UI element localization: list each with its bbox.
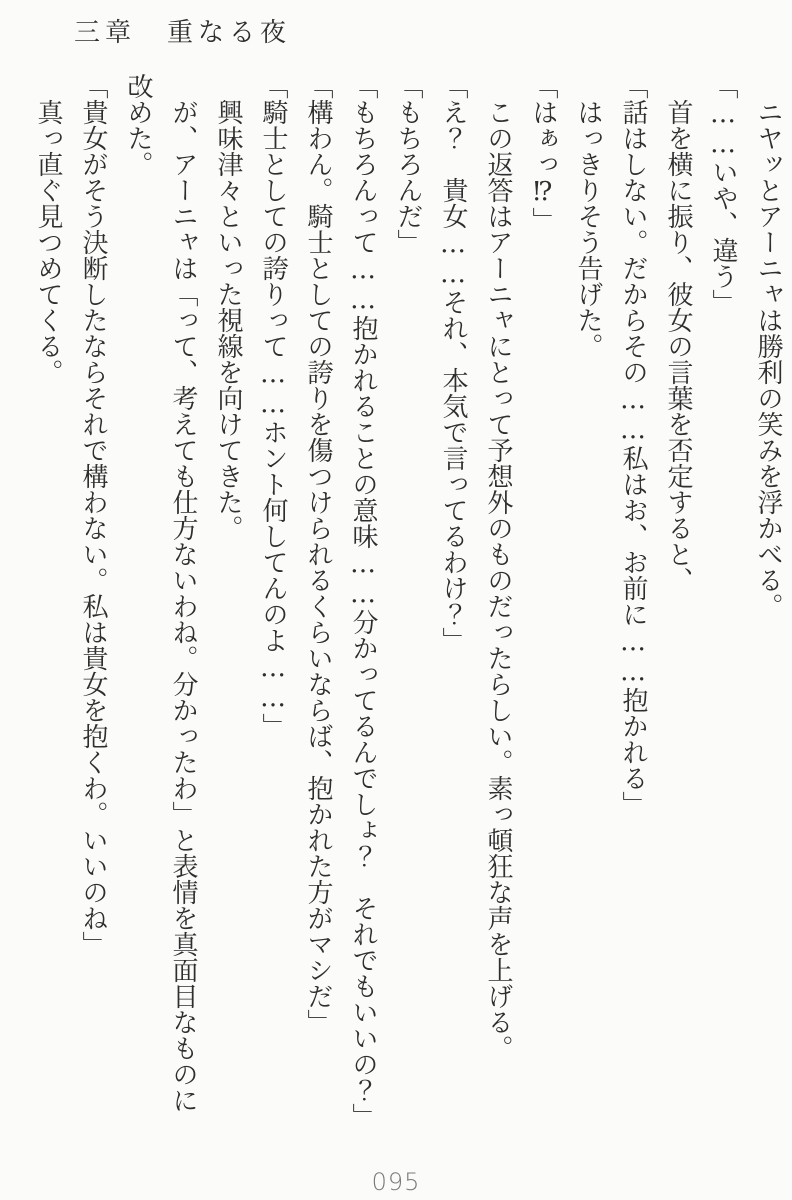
text-line: この返答はアーニャにとって予想外のものだったらしい。素っ頓狂な声を上げる。 (483, 99, 513, 1061)
text-line: が、アーニャは「って、考えても仕方ないわね。分かったわ」と表情を真面目なものに改めた。 (123, 73, 198, 1113)
text-line: 「構わん。騎士としての誇りを傷つけられるくらいならば、抱かれた方がマシだ」 (303, 73, 333, 1035)
text-line: 「騎士としての誇りって……ホント何してんのよ……」 (258, 73, 288, 739)
text-line: 「……いや、違う」 (708, 73, 738, 315)
text-line: 真っ直ぐ見つめてくる。 (33, 99, 63, 385)
text-line: 「もちろんだ」 (393, 73, 423, 255)
text-line: 「貴女がそう決断したならそれで構わない。私は貴女を抱くわ。いいのね」 (78, 73, 108, 957)
text-line: 「もちろんって……抱かれることの意味……分かってるんでしょ？ それでもいいの？」 (348, 73, 378, 1129)
chapter-header: 三章 重なる夜 (74, 18, 292, 48)
text-line: 「え？ 貴女……それ、本気で言ってるわけ？」 (438, 73, 468, 653)
text-line: 興味津々といった視線を向けてきた。 (213, 99, 243, 541)
text-line: 「はぁっ⁉」 (528, 73, 558, 233)
text-line: ニヤッとアーニャは勝利の笑みを浮かべる。 (753, 99, 783, 619)
body-text (22, 73, 790, 1129)
text-line: はっきりそう告げた。 (573, 99, 603, 359)
text-line: 首を横に振り、彼女の言葉を否定すると、 (663, 99, 693, 593)
text-line: 「話はしない。だからその……私はお、お前に……抱かれる」 (618, 73, 648, 817)
page-number: 095 (371, 1168, 421, 1196)
